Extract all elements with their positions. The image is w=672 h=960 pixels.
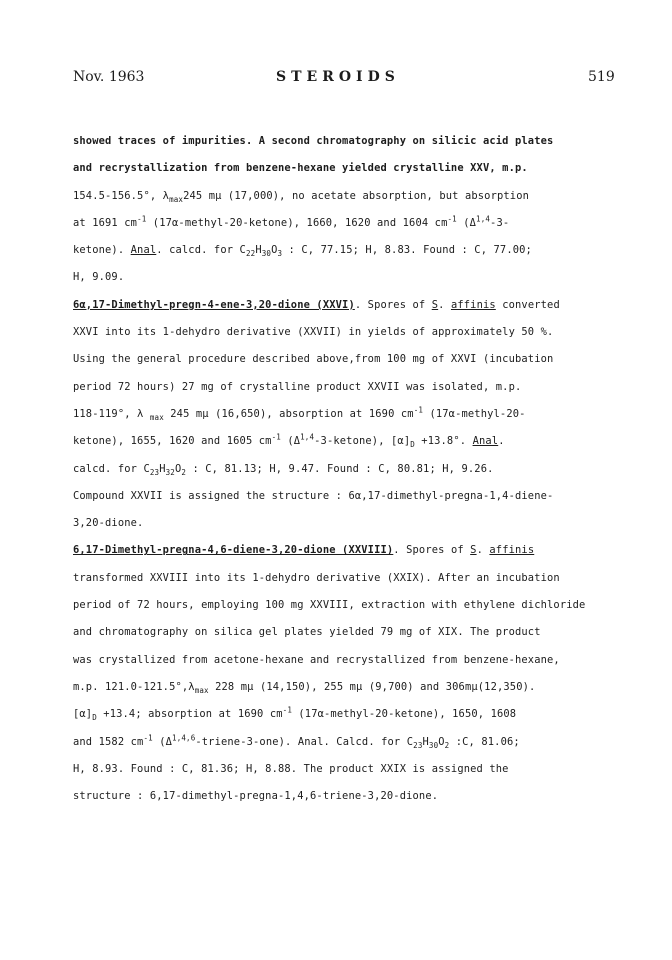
text-segment: Anal <box>130 244 157 257</box>
text-segment: 30 <box>428 740 439 750</box>
text-line <box>73 292 653 319</box>
text-segment: 23 <box>149 467 160 477</box>
text-segment: H <box>422 735 429 748</box>
text-segment: (17α-methyl-20- <box>423 407 526 420</box>
text-line <box>73 346 653 373</box>
text-segment: affinis <box>489 544 535 557</box>
text-segment: O <box>438 735 445 748</box>
text-line <box>73 619 653 646</box>
text-segment: 118-119°, λ <box>73 407 150 420</box>
text-segment: 3,20-dione. <box>73 517 144 530</box>
text-segment: (Δ <box>456 216 477 229</box>
text-segment: -3-ketone), [α] <box>314 435 411 448</box>
text-segment: 2 <box>181 467 187 477</box>
text-segment: m.p. 121.0-121.5°,λ <box>73 680 195 693</box>
text-line <box>73 428 653 455</box>
journal-title: STEROIDS <box>276 69 400 85</box>
page-header <box>0 69 672 89</box>
text-segment: was crystallized from acetone-hexane and recrystallized from benzene-hexane, <box>73 653 560 666</box>
text-line <box>73 729 653 756</box>
text-segment: : C, 77.15; H, 8.83. Found : C, 77.00; <box>282 244 532 257</box>
text-segment: and 1582 cm <box>73 735 144 748</box>
text-segment: structure : 6,17-dimethyl-pregna-1,4,6-triene-3,20-dione. <box>73 790 439 803</box>
text-line <box>73 510 653 537</box>
text-segment: (17α-methyl-20-ketone), 1660, 1620 and 1604 cm <box>146 216 448 229</box>
text-line <box>73 701 653 728</box>
text-segment: max <box>149 413 164 423</box>
text-line <box>73 183 653 210</box>
text-segment: 1,4,6 <box>172 733 196 743</box>
text-line <box>73 128 653 155</box>
text-segment: :C, 81.06; <box>449 735 520 748</box>
text-segment: : C, 81.13; H, 9.47. Found : C, 80.81; H, 9.26. <box>186 462 494 475</box>
text-segment: 3 <box>277 249 283 259</box>
text-segment: 1,4 <box>300 432 315 442</box>
text-segment: -1 <box>447 214 457 224</box>
text-segment: -1 <box>271 432 281 442</box>
text-segment: 32 <box>165 467 175 477</box>
text-segment: Anal <box>472 435 499 448</box>
text-segment: . calcd. for C <box>156 244 246 257</box>
text-segment: 1,4 <box>476 214 491 224</box>
text-segment: . Spores of <box>393 544 471 557</box>
text-segment: Compound XXVII is assigned the structure : 6α,17-dimethyl-pregna-1,4-diene- <box>73 489 554 502</box>
text-segment: [α] <box>73 708 93 721</box>
text-segment: H, 9.09. <box>73 271 125 284</box>
text-segment: -1 <box>143 733 153 743</box>
text-segment: XXVI into its 1-dehydro derivative (XXVII) in yields of approximately 50 %. <box>73 326 554 339</box>
text-line <box>73 155 653 182</box>
text-segment: H <box>159 462 166 475</box>
text-segment: . <box>498 435 505 448</box>
text-line <box>73 319 653 346</box>
text-segment: . <box>476 544 490 557</box>
text-segment: -triene-3-one). Anal. Calcd. for C <box>195 735 414 748</box>
text-segment: (Δ <box>152 735 173 748</box>
header-date: Nov. 1963 <box>73 69 145 85</box>
text-segment: -1 <box>282 705 292 715</box>
text-segment: affinis <box>450 298 496 311</box>
text-segment: max <box>194 686 209 696</box>
text-segment: D <box>410 440 415 450</box>
text-segment: . <box>438 298 451 311</box>
body-text <box>73 128 653 810</box>
text-segment: 6,17-Dimethyl-pregna-4,6-diene-3,20-dione (XXVIII) <box>73 544 394 557</box>
text-segment: 2 <box>444 740 450 750</box>
text-segment: S <box>431 298 439 311</box>
page-number: 519 <box>588 69 615 85</box>
text-segment: S <box>470 544 477 557</box>
text-segment: (17α-methyl-20-ketone), 1650, 1608 <box>292 708 517 721</box>
text-segment: 228 mμ (14,150), 255 mμ (9,700) and 306mμ(12,350). <box>208 680 536 693</box>
text-segment: -1 <box>137 214 147 224</box>
text-line <box>73 237 653 264</box>
text-segment: -1 <box>413 405 424 415</box>
text-segment: transformed XXVIII into its 1-dehydro derivative (XXIX). After an incubation <box>73 571 560 584</box>
text-segment: 245 mμ (17,000), no acetate absorption, but absorption <box>183 189 530 202</box>
text-segment: 245 mμ (16,650), absorption at 1690 cm <box>163 407 414 420</box>
text-segment: 23 <box>413 740 423 750</box>
text-segment: converted <box>495 298 560 311</box>
text-segment: +13.4; absorption at 1690 cm <box>96 708 283 721</box>
text-line <box>73 456 653 483</box>
text-segment: +13.8°. <box>414 435 473 448</box>
text-line <box>73 565 653 592</box>
text-segment: 30 <box>261 249 272 259</box>
text-segment: ketone). <box>73 244 131 257</box>
text-segment: period of 72 hours, employing 100 mg XXVIII, extraction with ethylene dichloride <box>73 599 586 612</box>
text-segment: -3- <box>490 216 510 229</box>
text-line <box>73 783 653 810</box>
text-segment: calcd. for C <box>73 462 150 475</box>
text-segment: O <box>174 462 182 475</box>
text-line <box>73 264 653 291</box>
text-segment: 22 <box>245 249 256 259</box>
text-line <box>73 537 653 564</box>
text-line <box>73 756 653 783</box>
text-segment: period 72 hours) 27 mg of crystalline product XXVII was isolated, m.p. <box>73 380 522 393</box>
text-segment: ketone), 1655, 1620 and 1605 cm <box>73 435 272 448</box>
text-line <box>73 483 653 510</box>
text-line <box>73 674 653 701</box>
text-line <box>73 401 653 428</box>
text-segment: O <box>271 244 278 257</box>
text-segment: and recrystallization from benzene-hexane yielded crystalline XXV, m.p. <box>73 162 528 175</box>
text-line <box>73 210 653 237</box>
text-line <box>73 592 653 619</box>
text-segment: 154.5-156.5°, λ <box>73 189 170 202</box>
text-segment: showed traces of impurities. A second chromatography on silicic acid plates <box>73 135 554 147</box>
text-segment: D <box>92 713 97 723</box>
text-segment: H <box>255 244 262 257</box>
text-segment: max <box>169 194 184 204</box>
text-segment: . Spores of <box>354 298 432 311</box>
text-segment: at 1691 cm <box>73 216 138 229</box>
text-segment: Using the general procedure described above,from 100 mg of XXVI (incubation <box>73 353 554 366</box>
text-segment: 6α,17-Dimethyl-pregn-4-ene-3,20-dione (XXVI) <box>73 298 355 311</box>
text-segment: and chromatography on silica gel plates yielded 79 mg of XIX. The product <box>73 626 541 639</box>
text-segment: (Δ <box>280 435 301 448</box>
text-line <box>73 374 653 401</box>
text-segment: H, 8.93. Found : C, 81.36; H, 8.88. The product XXIX is assigned the <box>73 762 509 775</box>
text-line <box>73 647 653 674</box>
